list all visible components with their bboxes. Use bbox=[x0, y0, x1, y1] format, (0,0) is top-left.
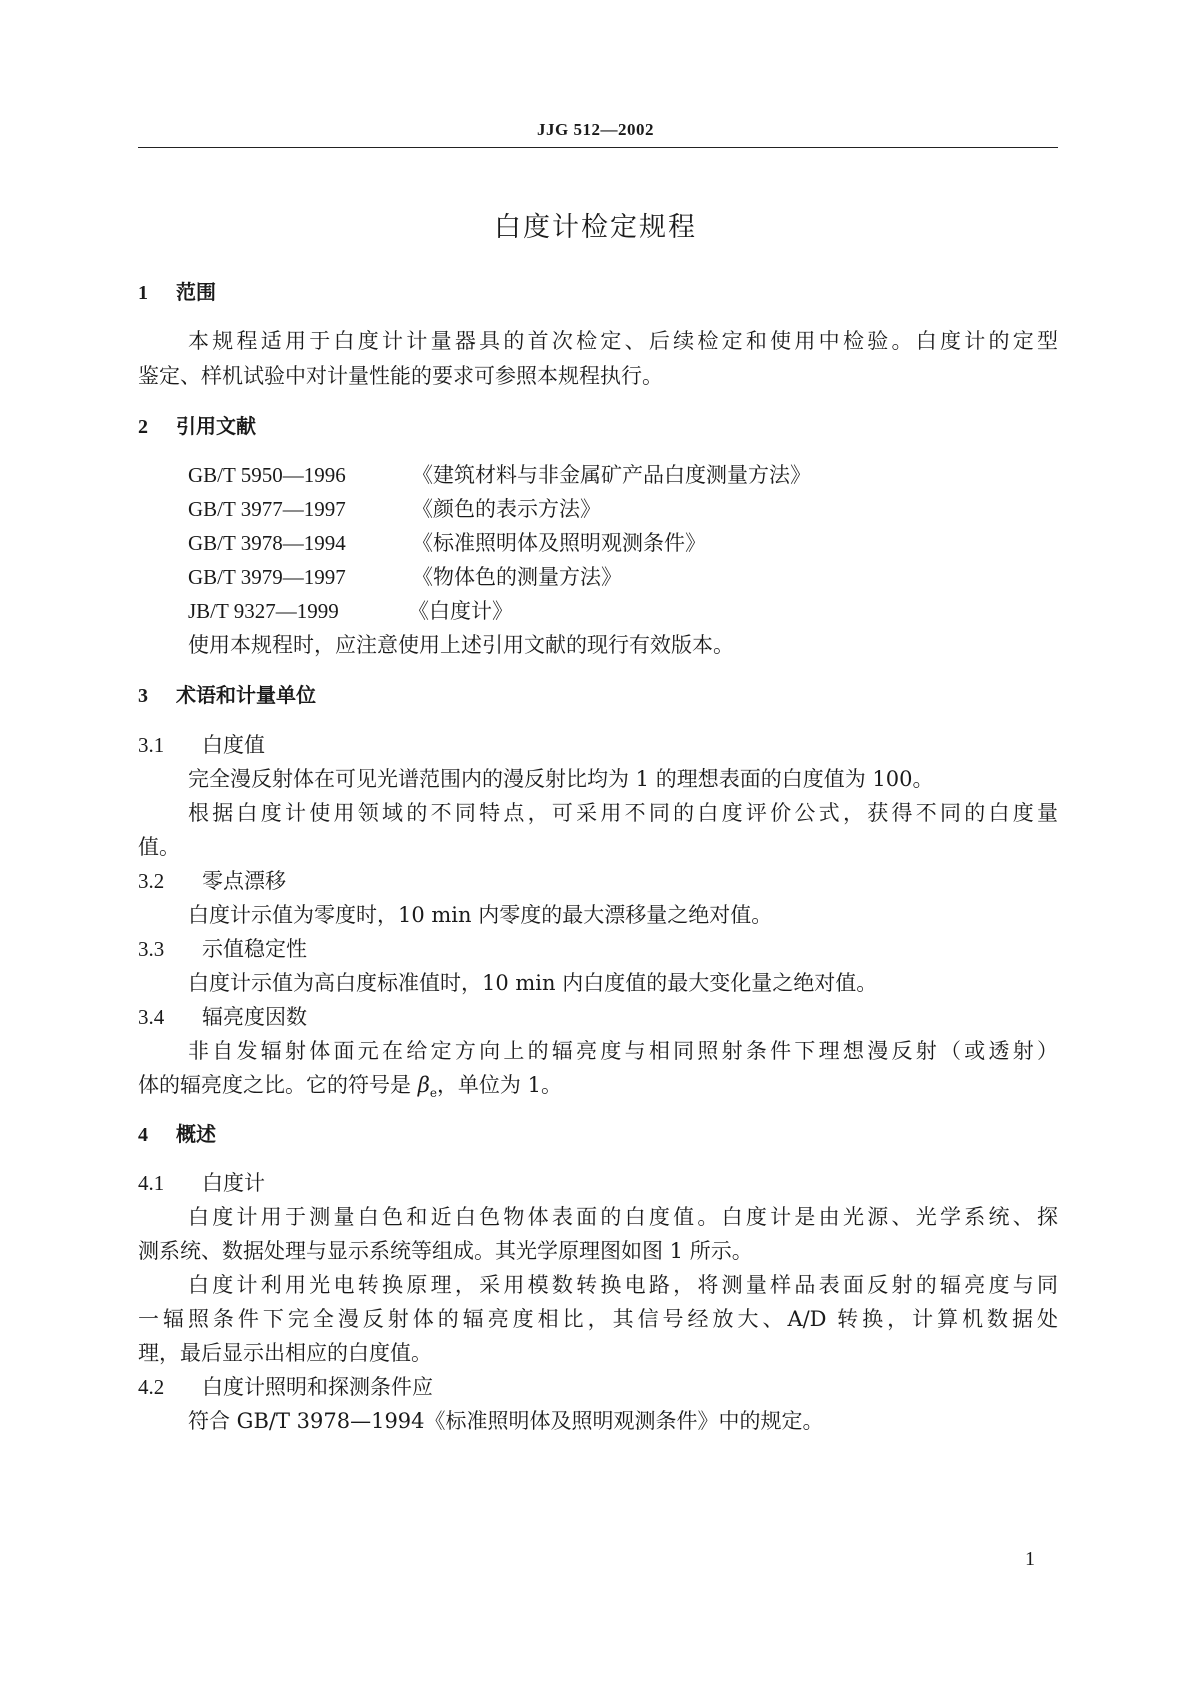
paragraph: 一辐照条件下完全漫反射体的辐亮度相比，其信号经放大、A/D 转换，计算机数据处 bbox=[138, 1307, 1058, 1331]
paragraph: 使用本规程时，应注意使用上述引用文献的现行有效版本。 bbox=[188, 633, 734, 657]
subsection-number: 3.4 bbox=[138, 1005, 165, 1029]
section-title: 术语和计量单位 bbox=[176, 683, 316, 707]
section-number: 2 bbox=[138, 416, 148, 438]
subsection-title: 白度计 bbox=[202, 1171, 265, 1195]
symbol-subscript: e bbox=[429, 1086, 437, 1101]
section-title: 引用文献 bbox=[176, 414, 256, 438]
document-title: 白度计检定规程 bbox=[494, 212, 697, 243]
text-run: 体的辐亮度之比。它的符号是 bbox=[138, 1073, 418, 1097]
reference-code: GB/T 5950—1996 bbox=[188, 463, 346, 487]
subsection-number: 4.2 bbox=[138, 1375, 165, 1399]
subsection-number: 4.1 bbox=[138, 1171, 165, 1195]
subsection-3-4-heading bbox=[138, 1002, 1058, 1032]
paragraph: 测系统、数据处理与显示系统等组成。其光学原理图如图 1 所示。 bbox=[138, 1239, 753, 1263]
paragraph bbox=[138, 1070, 1058, 1108]
paragraph: 本规程适用于白度计计量器具的首次检定、后续检定和使用中检验。白度计的定型 bbox=[188, 329, 1058, 353]
subsection-3-3-heading bbox=[138, 934, 1058, 964]
subsection-4-2-heading bbox=[138, 1372, 1058, 1402]
subsection-title: 辐亮度因数 bbox=[202, 1005, 307, 1029]
section-number: 1 bbox=[138, 282, 148, 304]
text-run: ，单位为 1。 bbox=[436, 1073, 562, 1097]
reference-code: GB/T 3977—1997 bbox=[188, 497, 346, 521]
paragraph: 值。 bbox=[138, 835, 180, 859]
reference-code: GB/T 3979—1997 bbox=[188, 565, 346, 589]
paragraph: 非自发辐射体面元在给定方向上的辐亮度与相同照射条件下理想漫反射（或透射） bbox=[188, 1039, 1058, 1063]
section-2-heading bbox=[138, 411, 1058, 442]
paragraph: 符合 GB/T 3978—1994《标准照明体及照明观测条件》中的规定。 bbox=[188, 1409, 824, 1433]
section-number: 3 bbox=[138, 685, 148, 707]
subsection-title: 零点漂移 bbox=[202, 869, 286, 893]
subsection-number: 3.3 bbox=[138, 937, 165, 961]
reference-item bbox=[188, 596, 1058, 626]
header-rule bbox=[138, 147, 1058, 148]
reference-item bbox=[188, 562, 1058, 592]
subsection-title: 白度计照明和探测条件应 bbox=[202, 1375, 433, 1399]
section-1-heading bbox=[138, 277, 1058, 308]
subsection-number: 3.2 bbox=[138, 869, 165, 893]
subsection-title: 白度值 bbox=[202, 733, 265, 757]
reference-title: 《物体色的测量方法》 bbox=[412, 565, 622, 589]
reference-code: JB/T 9327—1999 bbox=[188, 599, 339, 623]
page-number: 1 bbox=[1025, 1548, 1035, 1570]
paragraph: 白度计示值为高白度标准值时，10 min 内白度值的最大变化量之绝对值。 bbox=[188, 971, 878, 995]
subsection-3-1-heading bbox=[138, 730, 1058, 760]
standard-code-header: JJG 512—2002 bbox=[537, 120, 654, 139]
reference-title: 《白度计》 bbox=[408, 599, 513, 623]
reference-title: 《标准照明体及照明观测条件》 bbox=[412, 531, 706, 555]
section-3-heading bbox=[138, 680, 1058, 711]
paragraph: 白度计利用光电转换原理，采用模数转换电路，将测量样品表面反射的辐亮度与同 bbox=[188, 1273, 1058, 1297]
reference-title: 《颜色的表示方法》 bbox=[412, 497, 601, 521]
section-4-heading bbox=[138, 1119, 1058, 1150]
reference-item bbox=[188, 528, 1058, 558]
reference-code: GB/T 3978—1994 bbox=[188, 531, 346, 555]
symbol-beta: β bbox=[417, 1073, 430, 1097]
section-title: 概述 bbox=[176, 1122, 216, 1146]
reference-item bbox=[188, 494, 1058, 524]
paragraph: 白度计用于测量白色和近白色物体表面的白度值。白度计是由光源、光学系统、探 bbox=[188, 1205, 1058, 1229]
paragraph: 根据白度计使用领域的不同特点，可采用不同的白度评价公式，获得不同的白度量 bbox=[188, 801, 1058, 825]
subsection-title: 示值稳定性 bbox=[202, 937, 307, 961]
reference-title: 《建筑材料与非金属矿产品白度测量方法》 bbox=[412, 463, 811, 487]
paragraph: 完全漫反射体在可见光谱范围内的漫反射比均为 1 的理想表面的白度值为 100。 bbox=[188, 767, 934, 791]
subsection-4-1-heading bbox=[138, 1168, 1058, 1198]
section-title: 范围 bbox=[176, 280, 216, 304]
paragraph: 白度计示值为零度时，10 min 内零度的最大漂移量之绝对值。 bbox=[188, 903, 773, 927]
section-number: 4 bbox=[138, 1124, 148, 1146]
reference-item bbox=[188, 460, 1058, 490]
paragraph: 理，最后显示出相应的白度值。 bbox=[138, 1341, 432, 1365]
paragraph: 鉴定、样机试验中对计量性能的要求可参照本规程执行。 bbox=[138, 364, 663, 388]
subsection-3-2-heading bbox=[138, 866, 1058, 896]
subsection-number: 3.1 bbox=[138, 733, 165, 757]
